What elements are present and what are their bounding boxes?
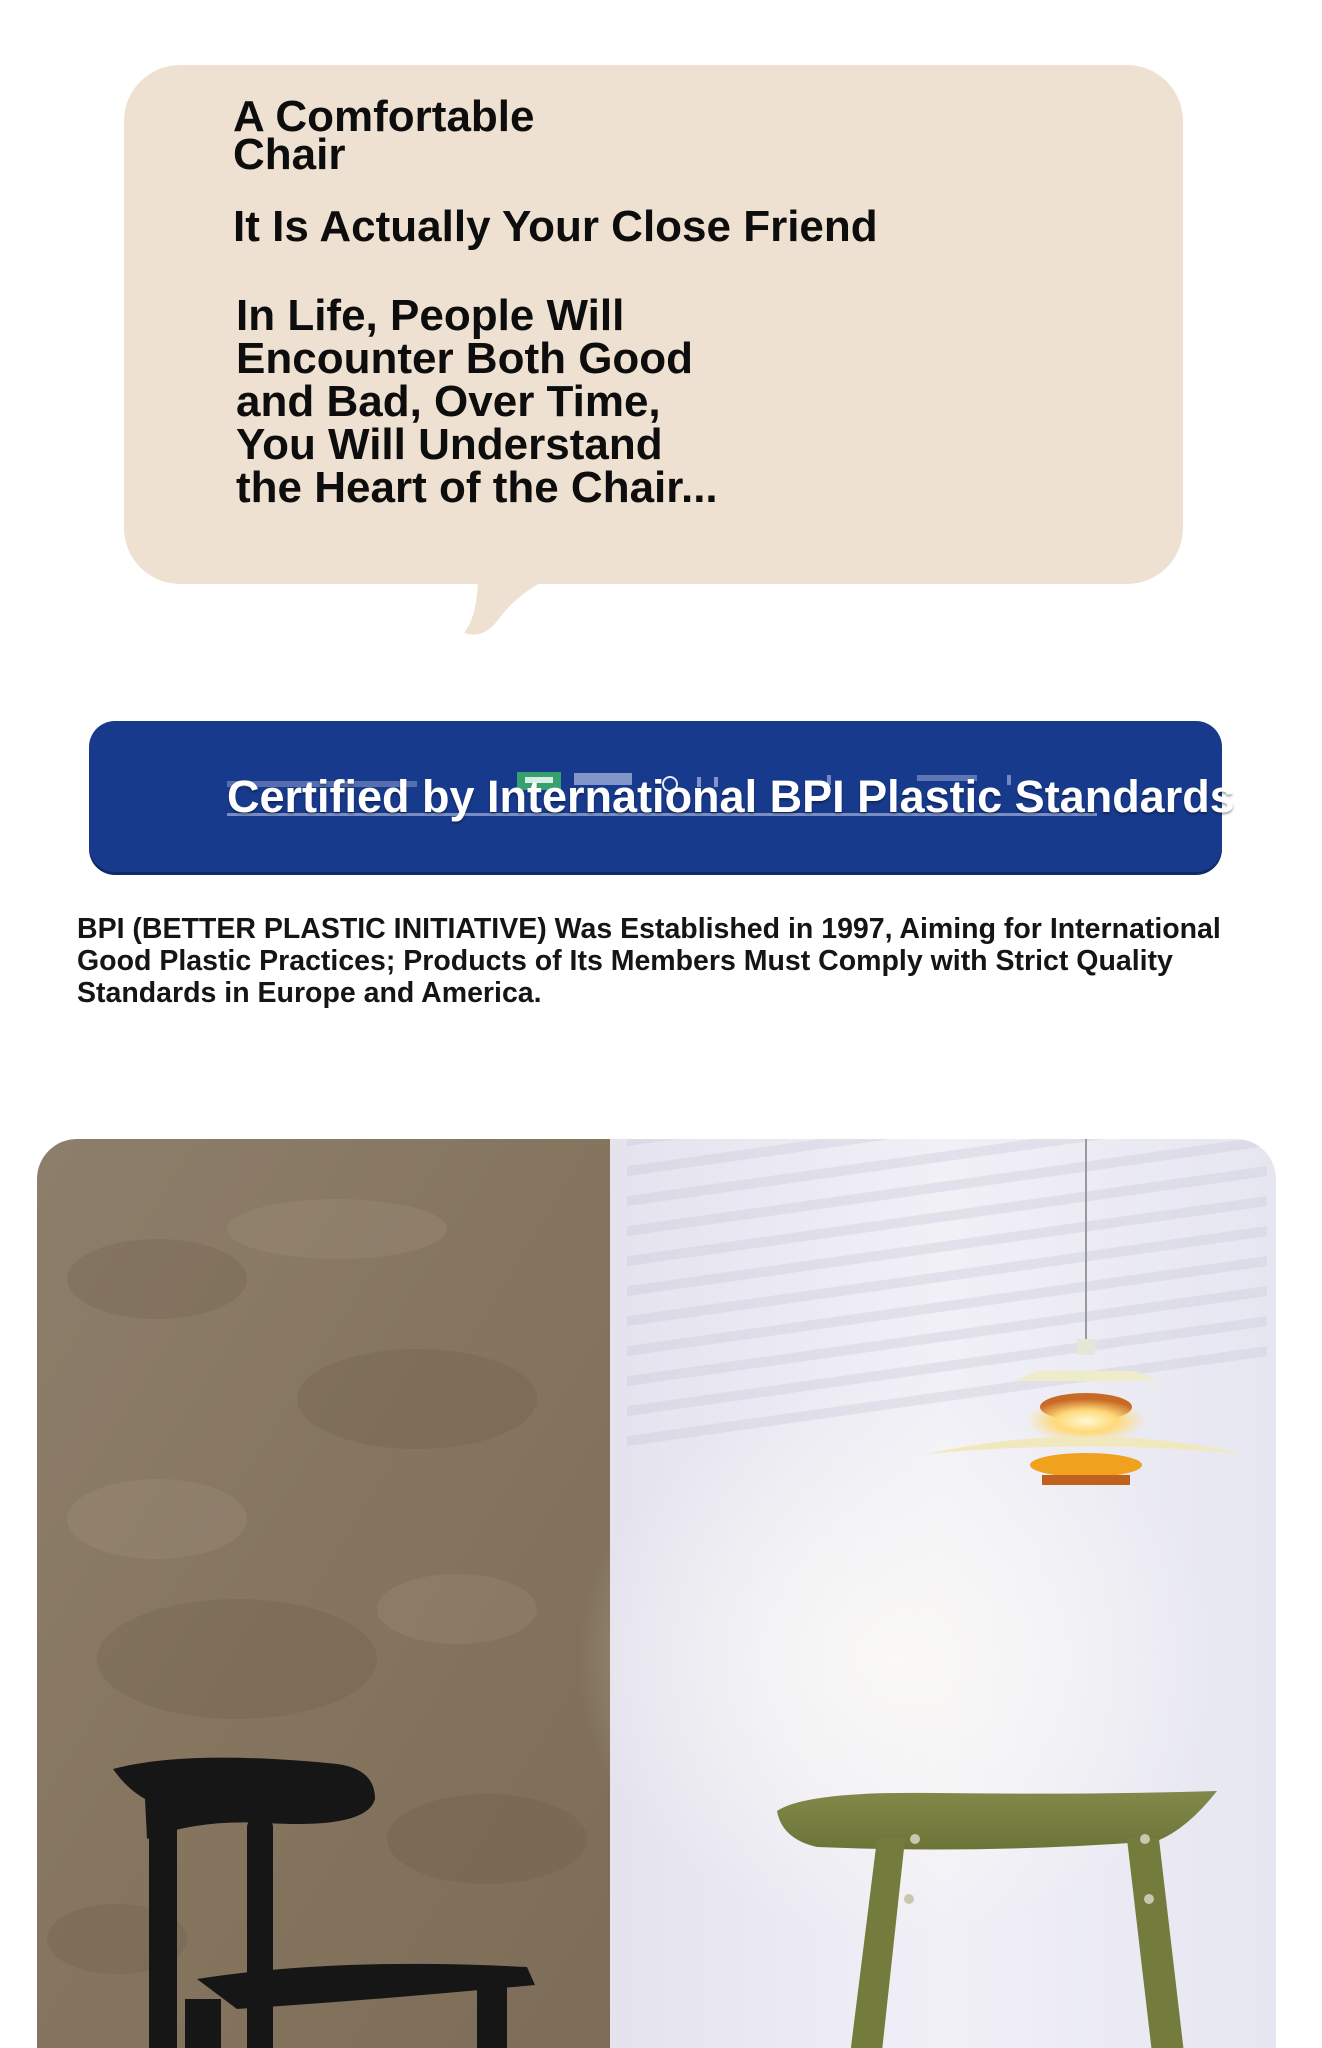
- speech-bubble-tail: [458, 575, 578, 655]
- bpi-description: BPI (BETTER PLASTIC INITIATIVE) Was Established in 1997, Aiming for International Good Plastic Practices; Products of Its Members Must Comply with Strict Quality Standards in Europe and America.: [77, 913, 1221, 1009]
- story-line: Encounter Both Good: [236, 334, 694, 383]
- chairs-scene-image: [37, 1139, 1276, 2048]
- subheadline: It Is Actually Your Close Friend: [233, 202, 878, 251]
- story-line: and Bad, Over Time,: [236, 377, 661, 426]
- product-photo: [37, 1139, 1276, 2048]
- headline: A Comfortable Chair: [233, 92, 535, 179]
- certification-banner: [89, 721, 1235, 872]
- certification-title: Certified by International BPI Plastic Standards: [227, 771, 1235, 822]
- story-line: the Heart of the Chair...: [236, 463, 718, 512]
- story-text: [236, 291, 796, 512]
- story-line: You Will Understand: [236, 420, 663, 469]
- story-line: In Life, People Will: [236, 291, 625, 340]
